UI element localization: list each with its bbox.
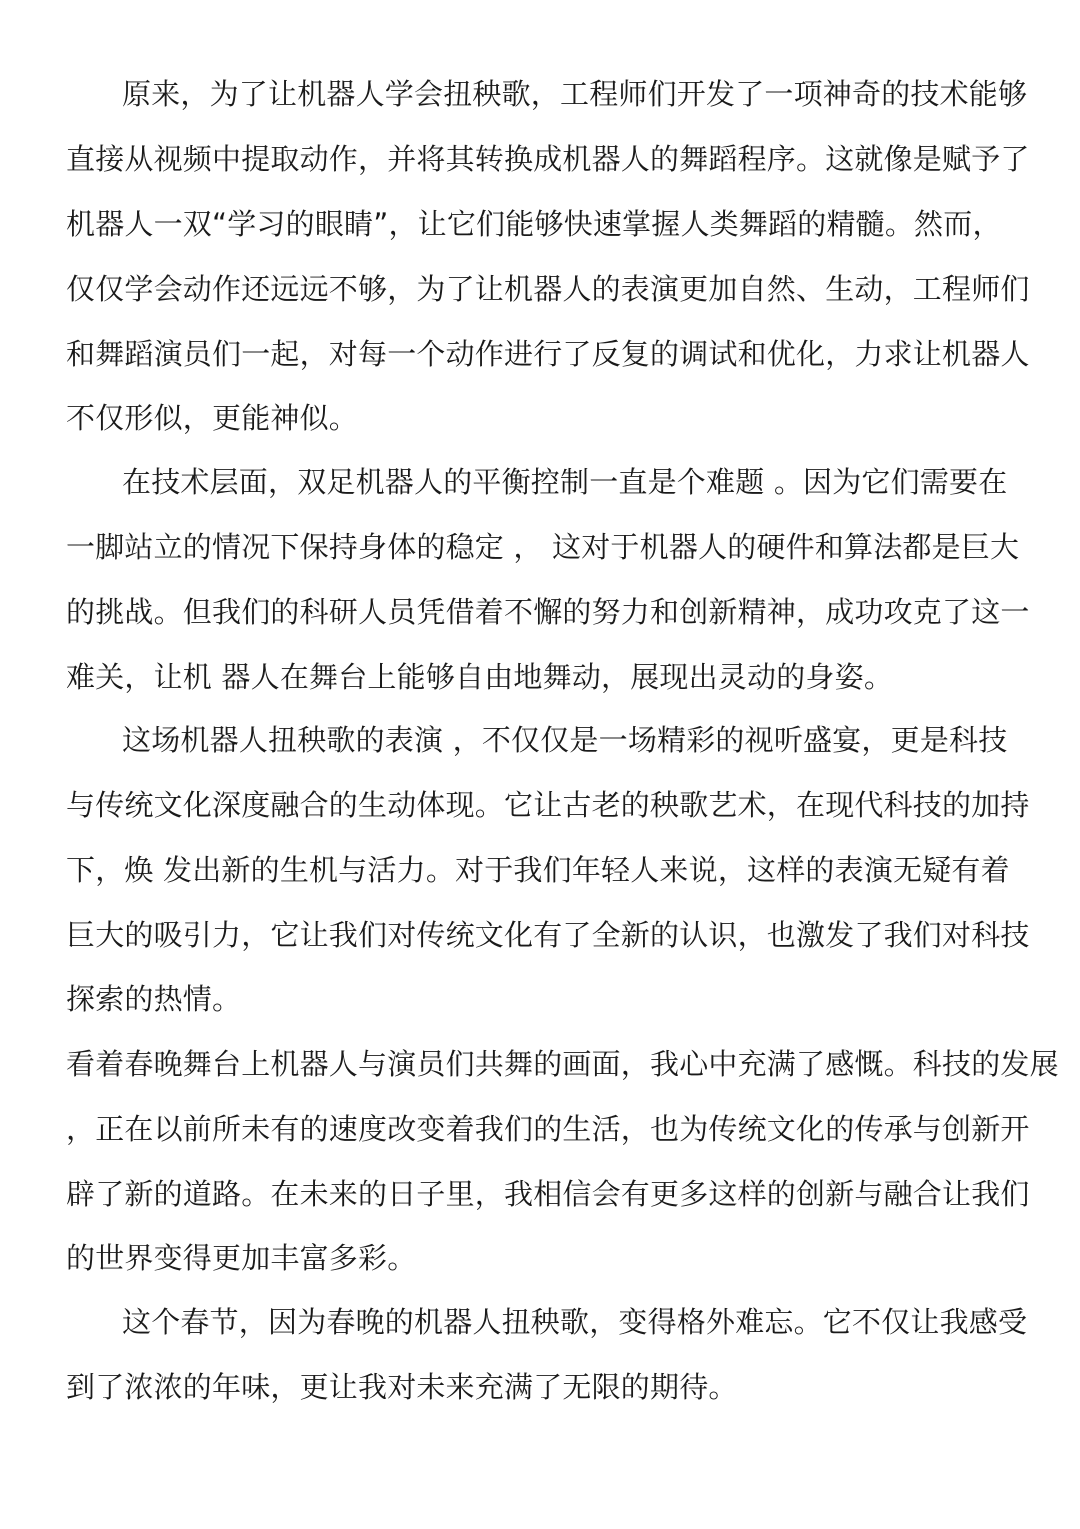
- paragraph-1-line-2: 直接从视频中提取动作，并将其转换成机器人的舞蹈程序。这就像是赋予了: [66, 142, 1030, 176]
- paragraph-3-line-2: 与传统文化深度融合的生动体现。它让古老的秧歌艺术，在现代科技的加持: [66, 788, 1030, 822]
- paragraph-4-line-4: 的世界变得更加丰富多彩。: [66, 1241, 417, 1275]
- paragraph-4-line-3: 辟了新的道路。在未来的日子里，我相信会有更多这样的创新与融合让我们: [66, 1177, 1030, 1211]
- paragraph-3-line-1: 这场机器人扭秧歌的表演 ，不仅仅是一场精彩的视听盛宴，更是科技: [122, 723, 1008, 757]
- paragraph-2-line-3: 的挑战。但我们的科研人员凭借着不懈的努力和创新精神，成功攻克了这一: [66, 595, 1030, 629]
- paragraph-2-line-2: 一脚站立的情况下保持身体的稳定 ， 这对于机器人的硬件和算法都是巨大: [66, 530, 1020, 564]
- paragraph-5-line-1: 这个春节，因为春晚的机器人扭秧歌，变得格外难忘。它不仅让我感受: [122, 1305, 1028, 1339]
- paragraph-4-line-1: 看着春晚舞台上机器人与演员们共舞的画面，我心中充满了感慨。科技的发展: [66, 1047, 1059, 1081]
- paragraph-3-line-3: 下，焕 发出新的生机与活力。对于我们年轻人来说，这样的表演无疑有着: [66, 853, 1010, 887]
- paragraph-1-line-3: 机器人一双“学习的眼睛”，让它们能够快速掌握人类舞蹈的精髓。然而，: [66, 207, 1002, 241]
- paragraph-1-line-4: 仅仅学会动作还远远不够，为了让机器人的表演更加自然、生动，工程师们: [66, 272, 1030, 306]
- paragraph-5-line-2: 到了浓浓的年味，更让我对未来充满了无限的期待。: [66, 1370, 738, 1404]
- paragraph-4-line-2: ，正在以前所未有的速度改变着我们的生活，也为传统文化的传承与创新开: [66, 1112, 1030, 1146]
- paragraph-1-line-5: 和舞蹈演员们一起，对每一个动作进行了反复的调试和优化，力求让机器人: [66, 337, 1030, 371]
- paragraph-2-line-4: 难关，让机 器人在舞台上能够自由地舞动，展现出灵动的身姿。: [66, 660, 894, 694]
- paragraph-3-line-5: 探索的热情。: [66, 982, 242, 1016]
- paragraph-1-line-6: 不仅形似，更能神似。: [66, 401, 359, 435]
- paragraph-2-line-1: 在技术层面，双足机器人的平衡控制一直是个难题 。因为它们需要在: [122, 465, 1008, 499]
- paragraph-1-line-1: 原来，为了让机器人学会扭秧歌，工程师们开发了一项神奇的技术能够: [122, 77, 1028, 111]
- paragraph-3-line-4: 巨大的吸引力，它让我们对传统文化有了全新的认识，也激发了我们对科技: [66, 918, 1030, 952]
